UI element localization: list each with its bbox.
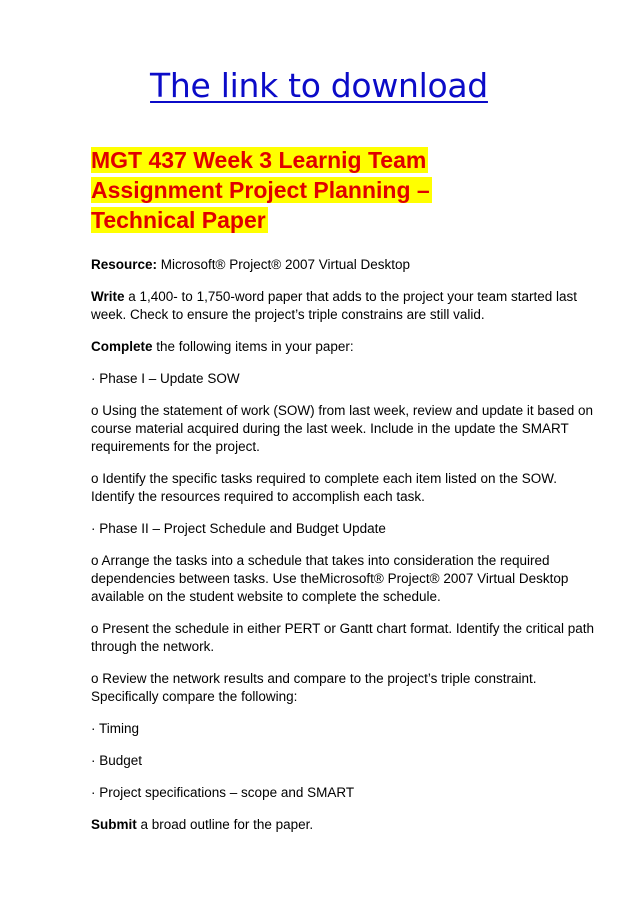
complete-label: Complete [91, 339, 153, 354]
write-text: a 1,400- to 1,750-word paper that adds to the project your team started last week. Check to ensure the project’s triple constrains are still valid. [91, 289, 578, 322]
submit-paragraph [91, 816, 603, 834]
complete-paragraph [91, 338, 603, 356]
list-item-identify-tasks: o Identify the specific tasks required to complete each item listed on the SOW. Identify the resources required to accomplish each task. [91, 471, 557, 504]
title-line-text: MGT 437 Week 3 Learnig Team [91, 147, 427, 173]
list-item-specs: · Project specifications – scope and SMART [91, 785, 355, 800]
document-title [91, 145, 611, 235]
title-line [91, 205, 611, 235]
write-label: Write [91, 289, 125, 304]
resource-paragraph [91, 256, 603, 274]
complete-text: the following items in your paper: [152, 339, 354, 354]
download-link[interactable]: The link to download [150, 66, 488, 105]
resource-label: Resource: [91, 257, 158, 272]
list-item-phase1: · Phase I – Update SOW [91, 371, 240, 386]
write-paragraph [91, 288, 603, 324]
list-item-timing: · Timing [91, 721, 140, 736]
resource-text: Microsoft® Project® 2007 Virtual Desktop [157, 257, 411, 272]
list-item-review: o Review the network results and compare to the project’s triple constraint. Specifically compare the following: [91, 671, 537, 704]
list-item-budget: · Budget [91, 753, 143, 768]
submit-text: a broad outline for the paper. [136, 817, 314, 832]
title-line-text: Technical Paper [91, 207, 266, 233]
submit-label: Submit [91, 817, 137, 832]
list-item-arrange: o Arrange the tasks into a schedule that takes into consideration the required dependencies between tasks. Use theMicrosoft® Project® 2007 Virtual Desktop available on the student website to complete the schedule. [91, 553, 569, 604]
list-item-present: o Present the schedule in either PERT or Gantt chart format. Identify the critical path through the network. [91, 621, 595, 654]
list-item-phase2: · Phase II – Project Schedule and Budget Update [91, 521, 386, 536]
assignment-body [91, 256, 603, 848]
title-line [91, 175, 611, 205]
title-line-text: Assignment Project Planning – [91, 177, 430, 203]
title-line [91, 145, 611, 175]
list-item-sow-review: o Using the statement of work (SOW) from last week, review and update it based on course material acquired during the last week. Include in the update the SMART requirements for the project. [91, 403, 593, 454]
